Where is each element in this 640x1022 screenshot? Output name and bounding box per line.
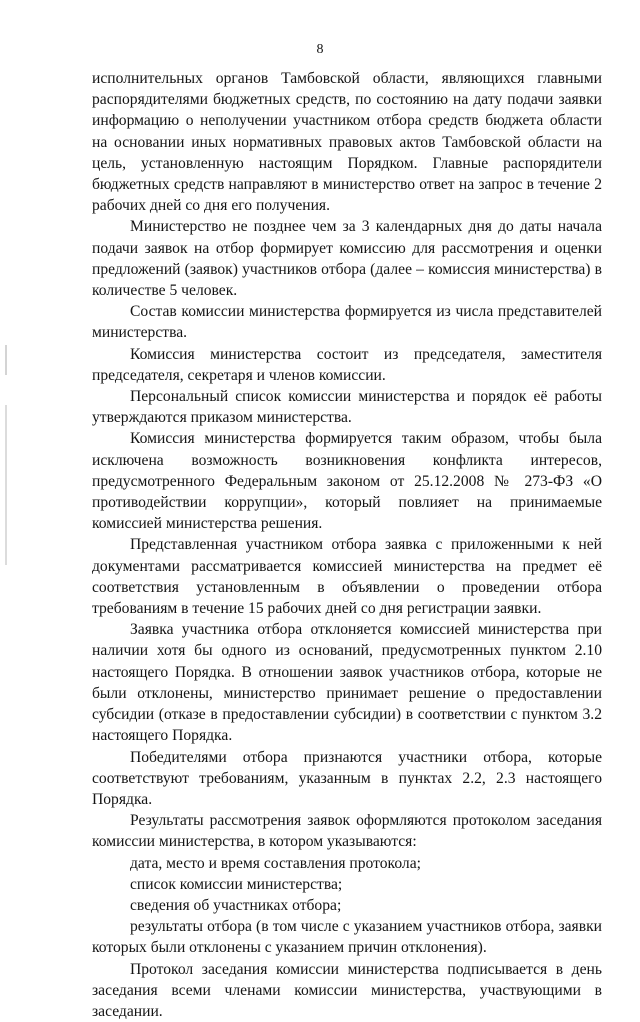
margin-scan-mark (5, 405, 7, 565)
paragraph: Министерство не позднее чем за 3 календарных дня до даты начала подачи заявок на отбор формирует комиссию для рассмотрения и оценки предложений (заявок) участников отбора (далее – комиссия министерства) в количестве 5 человек. (92, 218, 602, 300)
paragraph: Персональный список комиссии министерства и порядок её работы утверждаются приказом министерства. (92, 388, 602, 427)
list-item: результаты отбора (в том числе с указанием участников отбора, заявки которых были отклонены с указанием причин отклонения). (92, 918, 602, 957)
paragraph: Состав комиссии министерства формируется из числа представителей министерства. (92, 303, 602, 342)
paragraph: Победителями отбора признаются участники отбора, которые соответствуют требованиям, указанным в пунктах 2.2, 2.3 настоящего Порядка. (92, 748, 602, 808)
document-body (92, 68, 602, 1022)
paragraph: Комиссия министерства формируется таким образом, чтобы была исключена возможность возникновения конфликта интересов, предусмотренного Федеральным законом от 25.12.2008 № 273-ФЗ «О противодействии коррупции», который повлияет на принимаемые комиссией министерства решения. (92, 430, 602, 533)
paragraph: Заявка участника отбора отклоняется комиссией министерства при наличии хотя бы одного из оснований, предусмотренных пунктом 2.10 настоящего Порядка. В отношении заявок участников отбора, которые не были отклонены, министерство принимает решение о предоставлении субсидии (отказе в предоставлении субсидии) в соответствии с пунктом 3.2 настоящего Порядка. (92, 621, 602, 745)
list-item: список комиссии министерства; (130, 875, 343, 893)
margin-scan-mark (5, 345, 7, 375)
paragraph: Комиссия министерства состоит из председателя, заместителя председателя, секретаря и членов комиссии. (92, 345, 602, 384)
paragraph: Результаты рассмотрения заявок оформляются протоколом заседания комиссии министерства, в котором указываются: (92, 812, 602, 851)
list-item: дата, место и время составления протокола; (130, 854, 421, 872)
paragraph: исполнительных органов Тамбовской области, являющихся главными распорядителями бюджетных средств, по состоянию на дату подачи заявки информацию о неполучении участником отбора средств бюджета области на основании иных нормативных правовых актов Тамбовской области на цель, установленную настоящим Порядком. Главные распорядители бюджетных средств направляют в министерство ответ на запрос в течение 2 рабочих дней со дня его получения. (92, 70, 602, 215)
paragraph: Протокол заседания комиссии министерства подписывается в день заседания всеми членами комиссии министерства, участвующими в заседании. (92, 960, 602, 1020)
page-number: 8 (316, 42, 324, 57)
list-item: сведения об участниках отбора; (130, 896, 342, 914)
paragraph: Представленная участником отбора заявка с приложенными к ней документами рассматривается комиссией министерства на предмет её соответствия установленным в объявлении о проведении отбора требованиям в течение 15 рабочих дней со дня регистрации заявки. (92, 536, 602, 618)
